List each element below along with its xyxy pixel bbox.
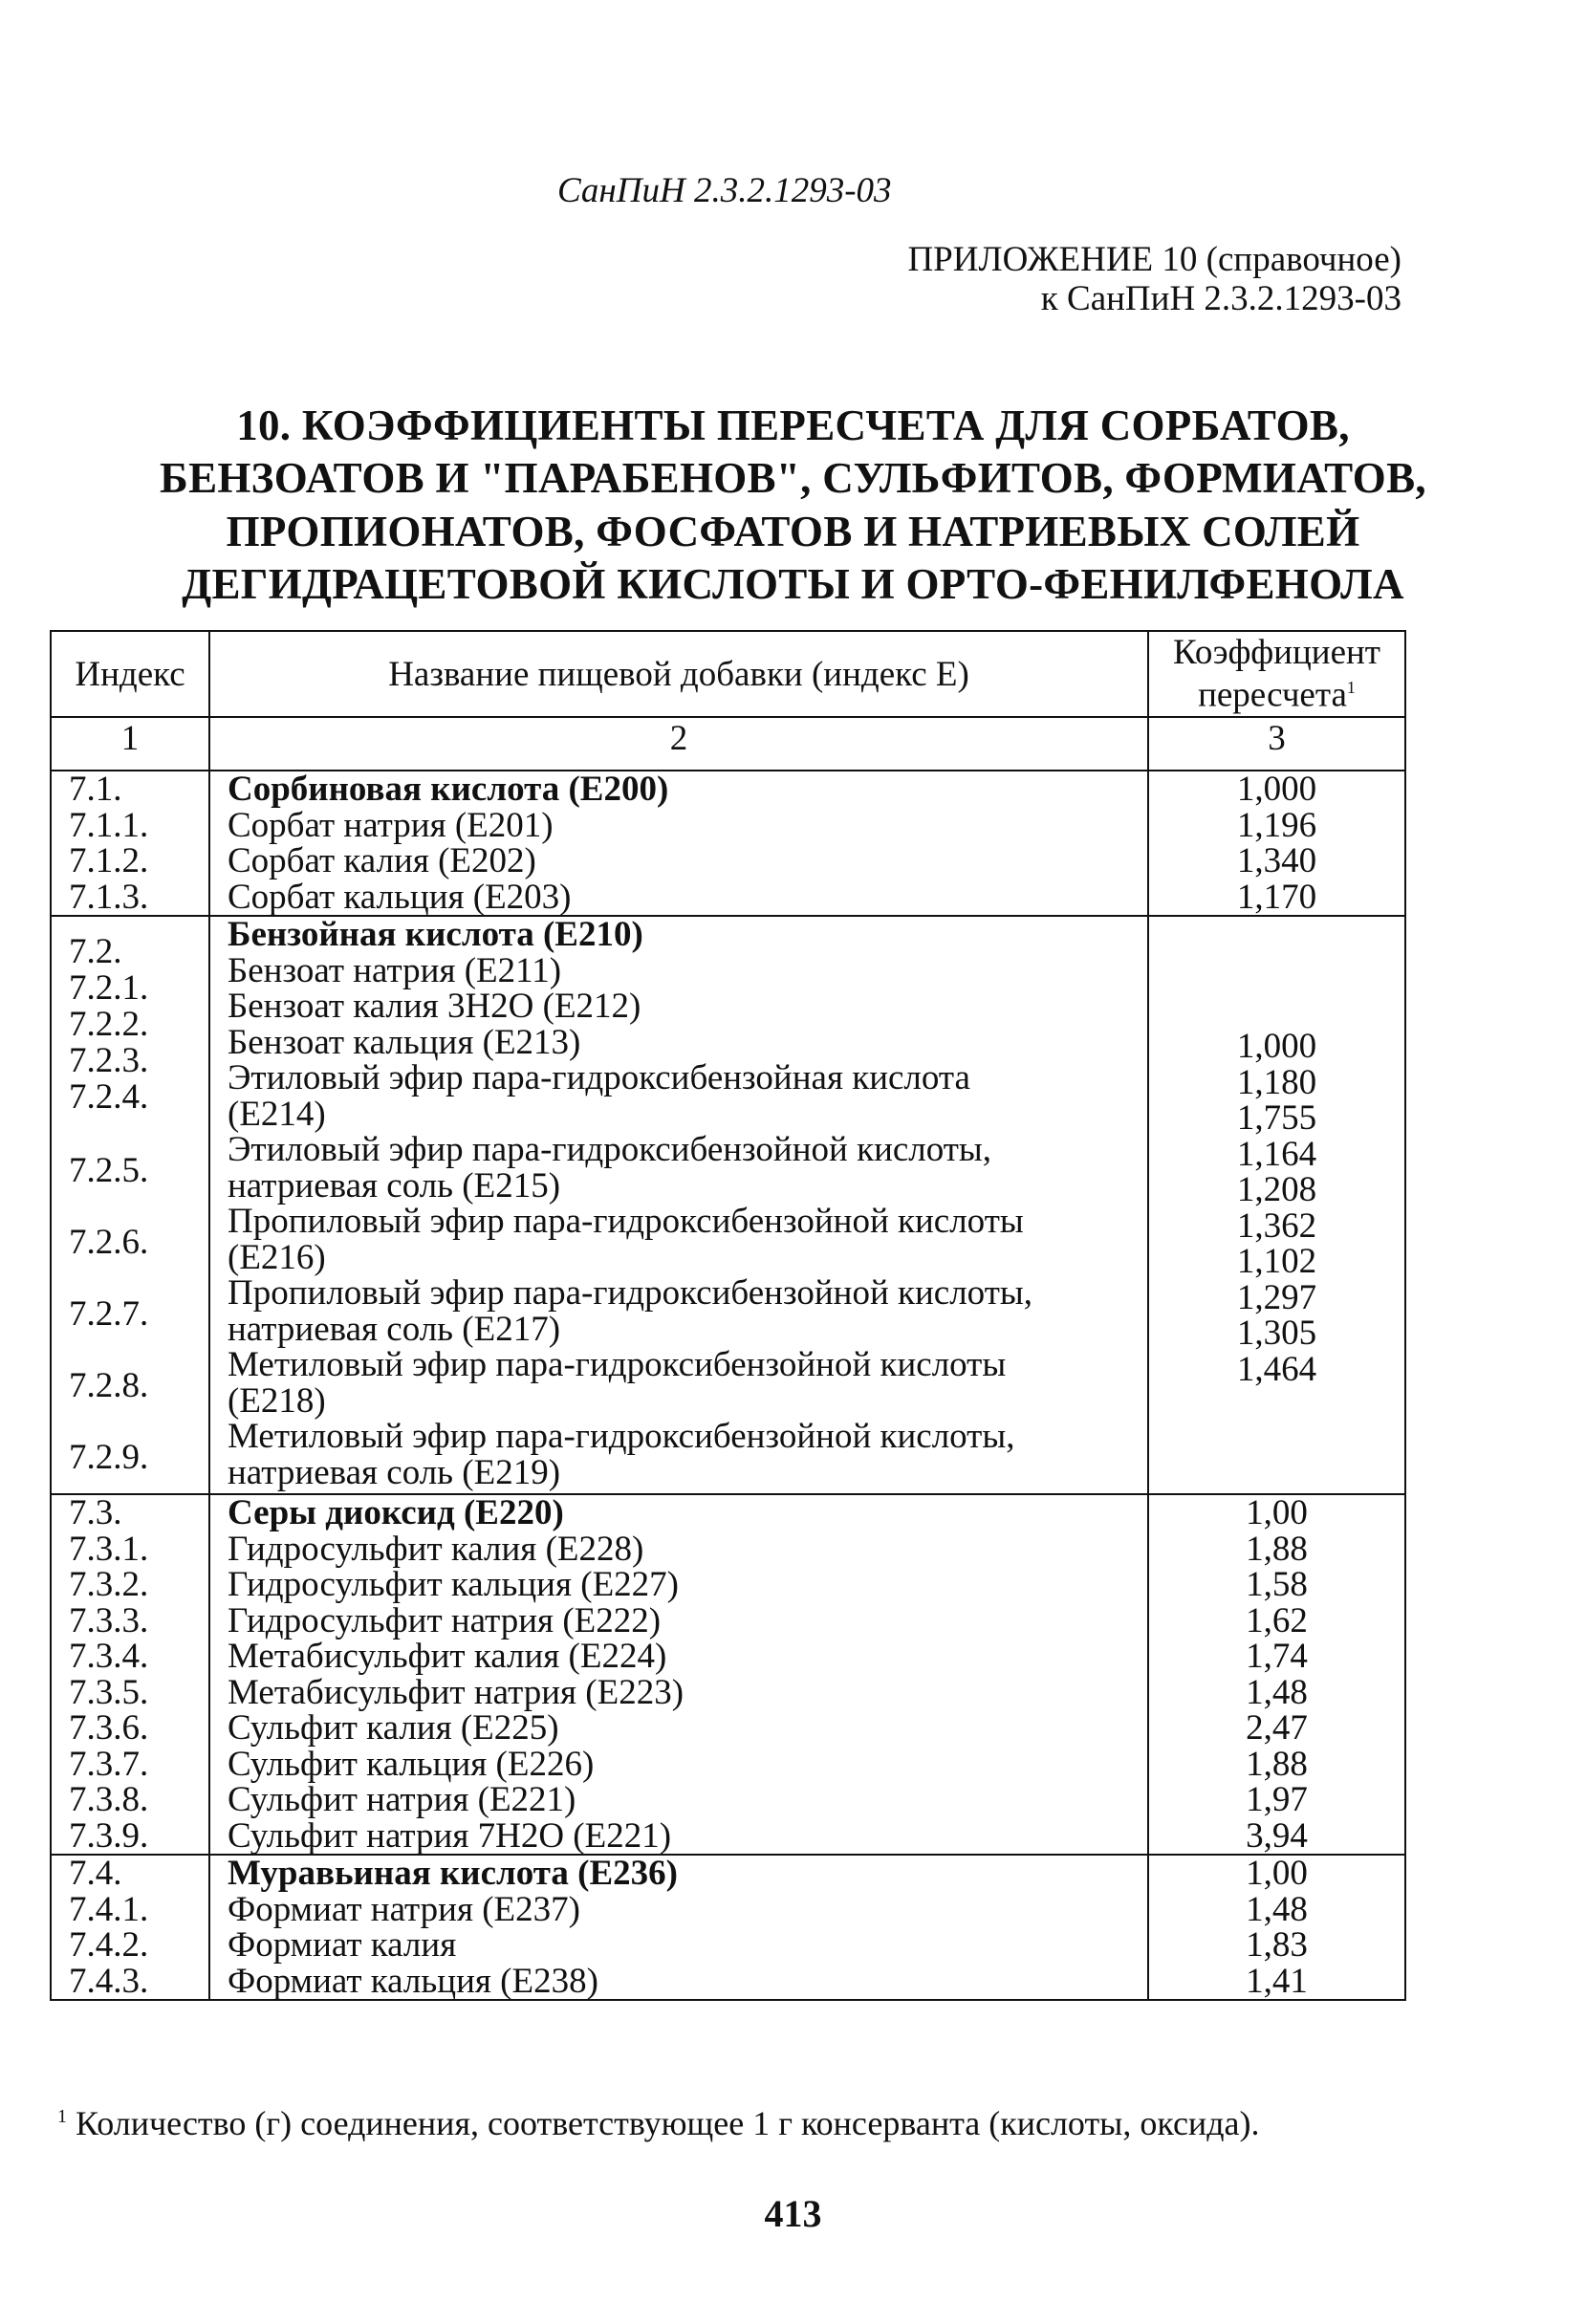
column-number-1: 1 — [51, 717, 209, 771]
table-cell-name: Гидросульфит натрия (Е222) — [228, 1600, 662, 1640]
group-coef-cell — [1148, 916, 1405, 1494]
table-cell-coef: 1,362 — [1236, 1205, 1317, 1246]
table-cell-coef: 1,305 — [1236, 1314, 1317, 1353]
table-cell-index: 7.1.3. — [69, 877, 149, 917]
table-cell-coef: 2,47 — [1246, 1708, 1308, 1748]
table-cell-index: 7.2.5. — [69, 1151, 149, 1190]
table-group-formates — [51, 1855, 1405, 2000]
table-cell-name: Гидросульфит кальция (Е227) — [228, 1565, 679, 1604]
table-cell-index: 7.1. — [69, 770, 122, 809]
table-cell-name: Пропиловый эфир пара-гидроксибензойной кислоты, — [228, 1273, 1032, 1313]
table-cell-name: Метиловый эфир пара-гидроксибензойной кислоты — [228, 1345, 1007, 1384]
group-coef-cell — [1148, 1494, 1405, 1855]
table-cell-index: 7.2.2. — [69, 1005, 149, 1044]
table-cell-coef: 1,164 — [1236, 1134, 1317, 1174]
table-cell-name: Бензойная кислота (Е210) — [228, 915, 643, 954]
table-cell-name: (Е218) — [228, 1380, 326, 1421]
table-group-benzoates — [51, 916, 1405, 1494]
table-cell-coef: 1,00 — [1246, 1493, 1308, 1532]
title-line-2: БЕНЗОАТОВ И "ПАРАБЕНОВ", СУЛЬФИТОВ, ФОРМИАТОВ, — [160, 454, 1426, 503]
group-name-cell — [209, 1855, 1148, 2000]
group-name-cell — [209, 1494, 1148, 1855]
table-cell-name: Бензоат кальция (Е213) — [228, 1022, 581, 1062]
header-coefficient — [1148, 631, 1405, 717]
table-cell-coef: 1,88 — [1246, 1529, 1308, 1569]
table-cell-name: Сульфит калия (Е225) — [228, 1708, 559, 1748]
group-index-cell — [51, 1855, 209, 2000]
table-cell-name: Сорбат калия (Е202) — [228, 841, 536, 880]
table-cell-name: Сульфит кальция (Е226) — [228, 1744, 595, 1784]
table-cell-coef: 1,48 — [1246, 1889, 1308, 1929]
table-cell-index: 7.2.1. — [69, 968, 149, 1008]
table-cell-name: Метабисульфит натрия (Е223) — [228, 1672, 684, 1712]
table-cell-name: Пропиловый эфир пара-гидроксибензойной кислоты — [228, 1202, 1024, 1241]
table-cell-index: 7.3. — [69, 1493, 122, 1532]
table-cell-name: (Е216) — [228, 1237, 326, 1277]
table-cell-index: 7.2.6. — [69, 1223, 149, 1262]
footnote — [57, 2103, 1259, 2143]
appendix-line-2: к СанПиН 2.3.2.1293-03 — [1040, 278, 1401, 318]
group-index-cell — [51, 916, 209, 1494]
table-cell-index: 7.3.4. — [69, 1637, 149, 1676]
table-cell-name: натриевая соль (Е215) — [228, 1165, 561, 1205]
table-cell-index: 7.2. — [69, 932, 122, 971]
page-number: 413 — [764, 2192, 822, 2235]
table-cell-coef: 1,74 — [1246, 1637, 1308, 1676]
table-cell-index: 7.2.8. — [69, 1366, 149, 1405]
table-cell-name: (Е214) — [228, 1094, 326, 1134]
table-cell-index: 7.2.3. — [69, 1041, 149, 1080]
group-index-cell — [51, 1494, 209, 1855]
group-index-cell — [51, 771, 209, 916]
table-cell-coef: 1,41 — [1246, 1961, 1308, 2001]
table-cell-index: 7.2.7. — [69, 1294, 149, 1334]
group-coef-cell — [1148, 771, 1405, 916]
table-cell-index: 7.3.7. — [69, 1744, 149, 1784]
table-cell-coef: 1,297 — [1236, 1277, 1317, 1317]
table-group-sorbates — [51, 771, 1405, 916]
table-cell-coef: 1,58 — [1246, 1565, 1308, 1604]
table-cell-name: Бензоат калия 3Н2О (Е212) — [228, 987, 641, 1026]
table-cell-coef: 1,180 — [1236, 1062, 1317, 1102]
header-name: Название пищевой добавки (индекс Е) — [209, 631, 1148, 717]
table-cell-index: 7.3.5. — [69, 1672, 149, 1712]
table-cell-coef: 1,000 — [1236, 770, 1317, 809]
group-name-cell — [209, 771, 1148, 916]
table-header-row — [51, 631, 1405, 717]
appendix-note — [907, 241, 1401, 318]
table-cell-index: 7.2.4. — [69, 1077, 149, 1117]
table-cell-coef: 1,48 — [1246, 1672, 1308, 1712]
column-number-2: 2 — [209, 717, 1148, 771]
table-cell-name: Сорбат натрия (Е201) — [228, 805, 554, 845]
footnote-mark: 1 — [57, 2106, 67, 2127]
running-head: СанПиН 2.3.2.1293-03 — [557, 171, 892, 210]
table-cell-name: Метабисульфит калия (Е224) — [228, 1637, 667, 1676]
header-index: Индекс — [51, 631, 209, 717]
table-cell-name: Формиат калия — [228, 1925, 457, 1965]
table-cell-name: Формиат натрия (Е237) — [228, 1889, 580, 1929]
table-cell-coef: 1,170 — [1236, 877, 1317, 917]
title-line-1: 10. КОЭФФИЦИЕНТЫ ПЕРЕСЧЕТА ДЛЯ СОРБАТОВ, — [236, 402, 1350, 449]
table-cell-index: 7.1.1. — [69, 805, 149, 845]
table-cell-name: Формиат кальция (Е238) — [228, 1961, 598, 2001]
column-numbers-row — [51, 717, 1405, 771]
table-cell-index: 7.3.9. — [69, 1815, 149, 1856]
table-cell-name: Сорбиновая кислота (Е200) — [228, 770, 669, 809]
table-cell-name: Серы диоксид (Е220) — [228, 1493, 564, 1532]
title-line-4: ДЕГИДРАЦЕТОВОЙ КИСЛОТЫ И ОРТО-ФЕНИЛФЕНОЛА — [182, 560, 1404, 609]
table-cell-name: натриевая соль (Е219) — [228, 1452, 561, 1492]
table-cell-index: 7.4.2. — [69, 1925, 149, 1965]
table-cell-index: 7.3.8. — [69, 1780, 149, 1819]
table-cell-index: 7.4.3. — [69, 1961, 149, 2001]
table-cell-coef: 1,62 — [1246, 1600, 1308, 1640]
column-number-3: 3 — [1148, 717, 1405, 771]
table-cell-coef: 1,88 — [1246, 1744, 1308, 1784]
appendix-line-1: ПРИЛОЖЕНИЕ 10 (справочное) — [907, 240, 1401, 279]
table-cell-name: Муравьиная кислота (Е236) — [228, 1854, 678, 1893]
table-cell-name: Этиловый эфир пара-гидроксибензойная кислота — [228, 1058, 970, 1097]
table-cell-coef: 1,83 — [1246, 1925, 1308, 1965]
table-cell-coef: 1,97 — [1246, 1780, 1308, 1819]
table-cell-name: Гидросульфит калия (Е228) — [228, 1529, 644, 1569]
coefficients-table — [50, 630, 1406, 2001]
table-cell-coef: 1,755 — [1236, 1098, 1317, 1138]
header-coef-line-2 — [1149, 670, 1404, 715]
table-cell-index: 7.3.6. — [69, 1708, 149, 1748]
footnote-text: Количество (г) соединения, соответствующее 1 г консерванта (кислоты, оксида). — [76, 2104, 1260, 2142]
table-cell-index: 7.3.2. — [69, 1565, 149, 1604]
table-cell-index: 7.1.2. — [69, 841, 149, 880]
table-cell-coef: 1,464 — [1236, 1349, 1317, 1389]
table-cell-index: 7.4. — [69, 1854, 122, 1893]
group-name-cell — [209, 916, 1148, 1494]
title-line-3: ПРОПИОНАТОВ, ФОСФАТОВ И НАТРИЕВЫХ СОЛЕЙ — [226, 507, 1360, 555]
table-cell-coef: 1,102 — [1236, 1242, 1317, 1281]
table-cell-coef: 1,208 — [1236, 1170, 1317, 1209]
table-cell-name: Сорбат кальция (Е203) — [228, 877, 572, 917]
group-coef-cell — [1148, 1855, 1405, 2000]
table-cell-name: Метиловый эфир пара-гидроксибензойной кислоты, — [228, 1417, 1015, 1456]
header-coef-footnote-mark: 1 — [1346, 677, 1356, 697]
table-cell-index: 7.4.1. — [69, 1889, 149, 1929]
table-group-sulfites — [51, 1494, 1405, 1855]
table-cell-index: 7.2.9. — [69, 1438, 149, 1477]
header-coef-line-1: Коэффициент — [1173, 632, 1380, 672]
table-cell-name: натриевая соль (Е217) — [228, 1309, 561, 1349]
table-cell-name: Сульфит натрия 7Н2О (Е221) — [228, 1815, 672, 1856]
table-cell-coef: 1,340 — [1236, 841, 1317, 880]
section-title — [57, 400, 1529, 611]
table-cell-coef: 3,94 — [1246, 1815, 1308, 1856]
table-cell-coef: 1,00 — [1246, 1854, 1308, 1893]
table-cell-name: Этиловый эфир пара-гидроксибензойной кислоты, — [228, 1130, 992, 1169]
table-cell-coef: 1,000 — [1236, 1027, 1317, 1066]
table-cell-name: Бензоат натрия (Е211) — [228, 950, 562, 990]
header-coef-text: пересчета — [1198, 675, 1347, 715]
table-cell-name: Сульфит натрия (Е221) — [228, 1780, 576, 1819]
table-cell-index: 7.3.3. — [69, 1600, 149, 1640]
table-cell-coef: 1,196 — [1236, 805, 1317, 845]
table-cell-index: 7.3.1. — [69, 1529, 149, 1569]
